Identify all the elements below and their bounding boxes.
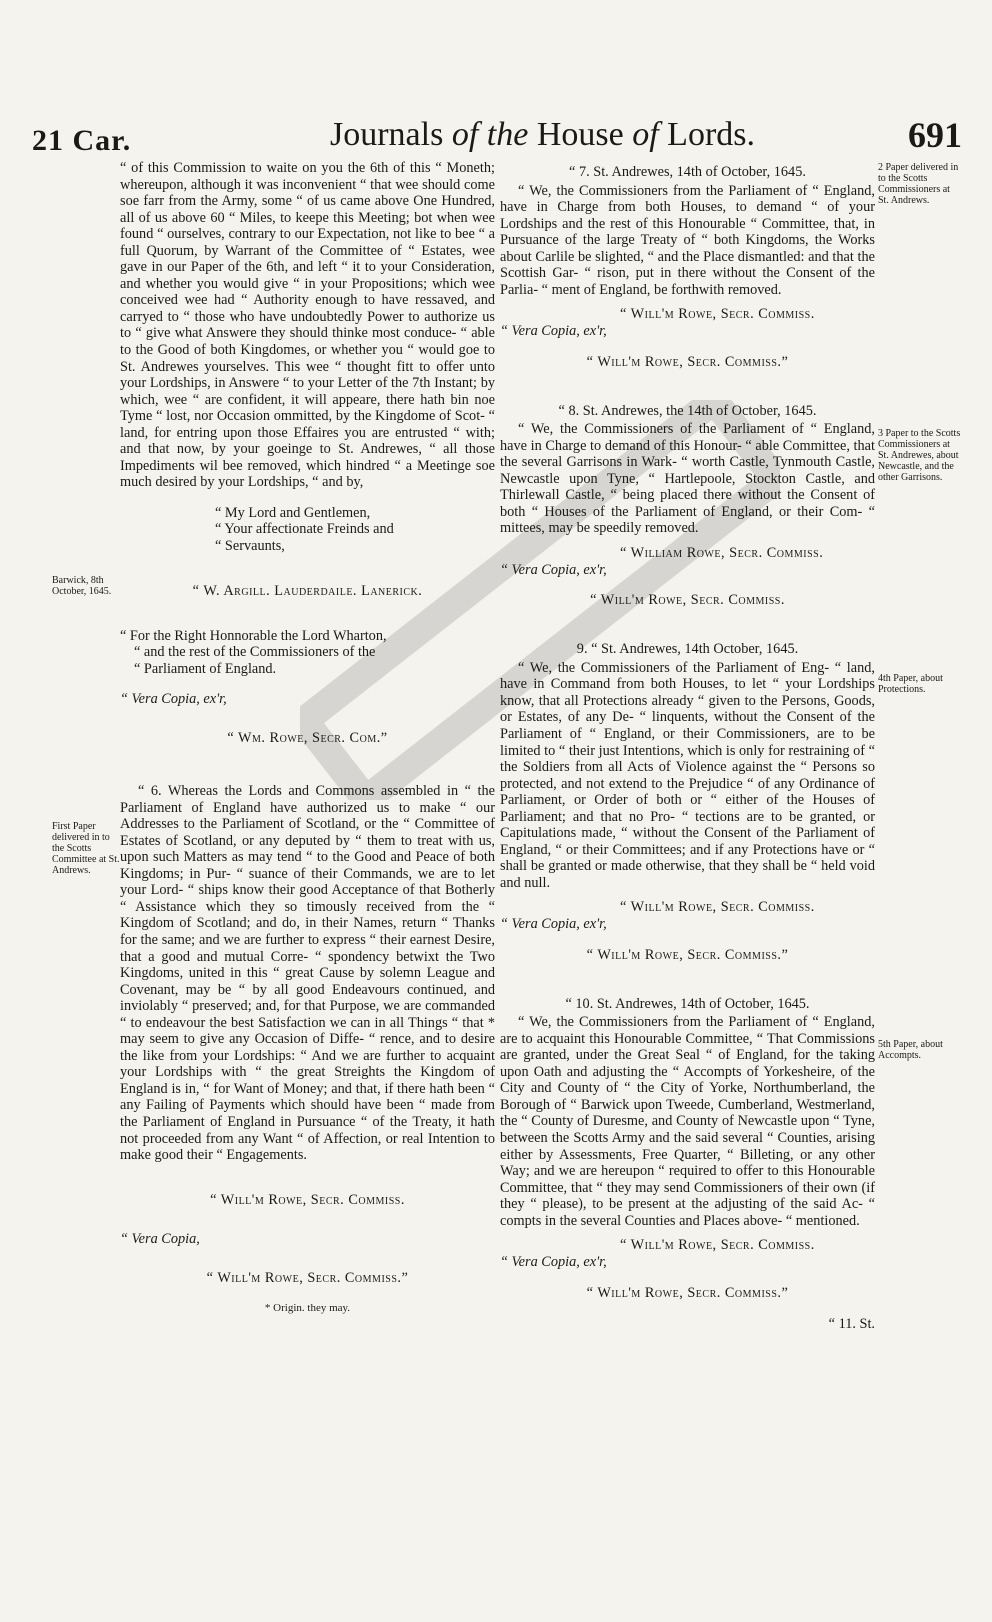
signatories: “ W. Argill. Lauderdaile. Lanerick. (192, 582, 423, 599)
address-line-1: “ For the Right Honnorable the Lord Wharton, (120, 627, 387, 644)
address-line-3: “ Parliament of England. (134, 660, 277, 677)
paper-7-vera-copia: “ Vera Copia, ex'r, (500, 322, 607, 339)
regnal-year: 21 Car. (32, 124, 132, 157)
paper-8-signature-a: “ William Rowe, Secr. Commiss. (620, 544, 824, 561)
paper-9-heading: 9. “ St. Andrewes, 14th October, 1645. (576, 641, 799, 658)
title-journals: Journals (330, 116, 444, 153)
page-number: 691 (908, 115, 962, 155)
paper-9-body: “ We, the Commissioners of the Parliament of Eng- “ land, have in Command from both Houses, to let “ your Lordships know, that all Protections already “ given to the Persons, Goods, or Estates, of any De- “ linquents, without the Consent of the Parliament of “ England, or their Commissioners, are to be limited to “ their just Intentions, which is only for restraining of “ the Soldiers from all Acts of Violence against the “ Persons so protected, and not extend to the Prejudice “ of any Ordinance of Parliament, or Order of both or “ either of the Houses of Parliament; and that no Pro- “ tections are to be granted, or Capitulations made, “ without the Consent of the Parliament of England, “ or their Committees; and if any Protections have or “ shall be granted or made otherwise, that they shall be “ held void and null. (500, 659, 875, 891)
margin-note-fourth-paper: 4th Paper, about Protections. (878, 673, 943, 695)
margin-note-barwick: Barwick, 8th October, 1645. (52, 575, 112, 597)
paper-10-signature-a: “ Will'm Rowe, Secr. Commiss. (620, 1237, 815, 1254)
paper-7-heading: “ 7. St. Andrewes, 14th of October, 1645. (569, 164, 806, 180)
signature-1: “ Wm. Rowe, Secr. Com.” (227, 730, 388, 747)
paper-10-heading: “ 10. St. Andrewes, 14th of October, 1645. (565, 995, 810, 1012)
paper-8-vera-copia: “ Vera Copia, ex'r, (500, 561, 607, 578)
catchword: “ 11. St. (828, 1315, 875, 1332)
margin-note-third-paper: 3 Paper to the Scotts Commissioners at St. Andrewes, about Newcastle, and the other Garrisons. (878, 428, 961, 483)
paper-9-vera-copia: “ Vera Copia, ex'r, (500, 915, 607, 932)
letter-body: “ of this Commission to waite on you the 6th of this “ Moneth; whereupon, although it was inconvenient “ that wee should come soe farr from the Army, some “ of us came above One Hundred, all of us above 60 “ Miles, to keepe this Meeting; bot when wee found “ ourselves, contrary to our Expectation, not like to bee “ a full Quorum, by Warrant of the Committee of “ Estates, wee gave in our Paper of the 6th, and left “ it to your Consideration, and whether you would give “ in your Propositions; which wee conceived wee had “ Authority enough to have ressaved, and carryed to “ those who have undoubtedly Power to authorize us to “ give what Answere they should thinke most conduce- “ able to the Good of both Kingdomes, or whether you “ would goe to St. Andrewes yourselves. This wee “ thought fitt to offer unto your Lordships, in Answere “ to your Letter of the 7th Instant; by which, wee “ are confident, it will appeare, there hath bin noe Tyme “ lost, nor Occasion ommitted, by the Kingdome of Scot- “ land, for entring upon those Effaires you are entrusted “ with; and that now, by your goeinge to St. Andrewes, “ all those Impediments wil bee removed, which hindred “ a Meetinge soe much desired by your Lordships, “ and by, (120, 160, 495, 491)
right-column (500, 160, 875, 1332)
title-of-1: of (451, 116, 479, 153)
signature-2: “ Will'm Rowe, Secr. Commiss. (210, 1191, 405, 1208)
margin-note-fifth-paper: 5th Paper, about Accompts. (878, 1039, 943, 1061)
footnote: * Origin. they may. (264, 1302, 351, 1315)
vera-copia-1: “ Vera Copia, ex'r, (120, 691, 227, 708)
title-the: the (486, 116, 529, 153)
vera-copia-2: “ Vera Copia, (120, 1230, 200, 1247)
closing-line: “ Your affectionate Freinds and (215, 521, 394, 538)
left-column (120, 160, 495, 1328)
paper-8-heading: “ 8. St. Andrewes, the 14th of October, 1645. (558, 402, 817, 419)
page-header (0, 88, 992, 158)
paper-10-body: “ We, the Commissioners from the Parliament of “ England, are to acquaint this Honourable Committee, “ That Commissions are granted, under the Great Seal “ of England, for the taking upon Oath and adjusting the “ Accompts of Yorkesheire, of the City and County of “ the City of Yorke, Northumberland, the Borough of “ Barwick upon Tweede, Cumberland, Westmerland, the “ County of Duresme, and County of Newcastle upon “ Tyne, between the Scotts Army and the said several “ Counties, arising either by Assessments, Free Quarter, “ Billeting, or any other Way; and we are hereupon “ required to offer to this Honourable Committee, that “ they may send Commissioners of their own (if they “ please), to be present at the adjusting of the said Ac- “ compts in the several Counties and Places above- “ mentioned. (500, 1014, 875, 1229)
margin-note-second-paper: 2 Paper delivered in to the Scotts Commissioners at St. Andrews. (878, 162, 959, 206)
paper-7-body: “ We, the Commissioners from the Parliament of “ England, have in Charge from both Houses, to demand “ of your Lordships and the rest of this Honourable “ Committee, that, in Pursuance of the large Treaty of “ both Kingdoms, the Works about Carlile be slighted, “ and the Place dismantled: and that the Scottish Gar- “ rison, put in there without the Consent of the Parlia- “ ment of England, be forthwith removed. (500, 182, 875, 298)
paper-8-signature-b: “ Will'm Rowe, Secr. Commiss. (590, 592, 785, 609)
title-of-2: of (632, 116, 659, 153)
title-house: House (536, 116, 624, 153)
closing-salutation: “ My Lord and Gentlemen, (215, 504, 371, 521)
margin-note-first-paper: First Paper delivered in to the Scotts Committee at St. Andrews. (52, 821, 120, 876)
paper-6-body: “ 6. Whereas the Lords and Commons assembled in “ the Parliament of England have authorized us to make “ our Addresses to the Parliament of Scotland, or the “ Committee of Estates of Scotland, or any deputed by “ them to treat with us, upon such Matters as may tend “ to the Good and Peace of both Kingdoms; in Pur- “ suance of their Commands, we are to let your Lord- “ ships know their good Acceptance of that Botherly “ Assistance which they so timously received from the “ Kingdom of Scotland; and do, in their Names, return “ Thanks for the same; and we are further to express “ their earnest Desire, that a good and mutual Corre- “ spondency betwixt the Two Kingdoms, united in this “ great Cause by solemn League and Covenant, may be “ by all good Endeavours continued, and inviolably “ preserved; and, for that Purpose, we are commanded “ to endeavour the best Satisfaction we can in all Things “ that * may seem to give any Occasion of Diffe- “ rence, and to desire the like from your Lordships: “ And we are further to acquaint your Lordships with “ the great Streights the Kingdom of England is in, “ for Want of Money; and that, if there hath been “ any Failing of Payments which should have been “ made from the Parliament of England in Pursuance “ of the Treaty, it hath not proceeded from any Want “ of Affection, or real Intention to make good their “ Engagements. (120, 783, 495, 1164)
paper-7-signature-b: “ Will'm Rowe, Secr. Commiss.” (586, 353, 789, 370)
paper-9-signature-b: “ Will'm Rowe, Secr. Commiss.” (586, 946, 789, 963)
paper-8-body: “ We, the Commissioners of the Parliament of “ England, have in Charge to demand of this Honour- “ able Committee, that the several Garrisons in Wark- “ worth Castle, Tynmouth Castle, Newcastle upon Tyne, “ Hartlepoole, Stockton Castle, and Thirlewall Castle, “ being placed there without the Consent of both “ Houses of the Parliament of England, or their Com- “ mittees, may be speedily removed. (500, 421, 875, 537)
paper-10-vera-copia: “ Vera Copia, ex'r, (500, 1253, 607, 1270)
paper-9-signature-a: “ Will'm Rowe, Secr. Commiss. (620, 899, 815, 916)
paper-7-signature-a: “ Will'm Rowe, Secr. Commiss. (620, 306, 815, 323)
journal-title (330, 116, 755, 154)
address-line-2: “ and the rest of the Commissioners of the (134, 644, 376, 661)
paper-10-signature-b: “ Will'm Rowe, Secr. Commiss.” (586, 1284, 789, 1301)
title-lords: Lords. (667, 116, 755, 153)
signature-3: “ Will'm Rowe, Secr. Commiss.” (206, 1269, 409, 1286)
closing-servaunts: “ Servaunts, (215, 538, 285, 555)
